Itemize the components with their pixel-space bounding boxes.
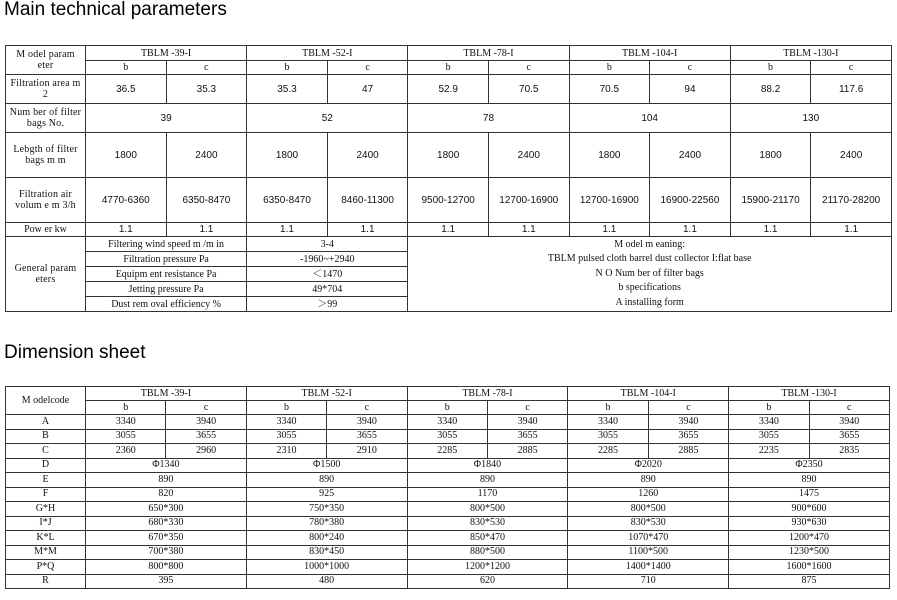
params-model-row (6, 46, 892, 61)
dimension-value: 2285 (407, 444, 487, 459)
filtration-area-value: 70.5 (569, 75, 650, 104)
dimension-value: 2235 (729, 444, 809, 459)
air-volume-value: 8460-11300 (327, 178, 408, 223)
dimension-value: 3940 (166, 415, 246, 430)
dimension-value: 1100*500 (568, 545, 729, 560)
dimension-value: 1200*1200 (407, 560, 568, 575)
bag-length-value: 1800 (247, 133, 328, 178)
dimension-value: 830*450 (246, 545, 407, 560)
general-param-value: -1960~+2940 (247, 252, 408, 267)
power-value: 1.1 (86, 223, 167, 237)
air-volume-value: 6350-8470 (166, 178, 247, 223)
dimension-value: 3655 (648, 429, 728, 444)
bag-length-value: 2400 (488, 133, 569, 178)
params-spec: b (247, 61, 328, 75)
dimension-value: 650*300 (86, 502, 247, 517)
dimension-value: 3655 (166, 429, 246, 444)
dimension-row (6, 502, 890, 517)
filtration-area-value: 88.2 (730, 75, 811, 104)
filtration-area-row (6, 75, 892, 104)
dimension-value: 3940 (648, 415, 728, 430)
dimension-value: 3055 (407, 429, 487, 444)
dimension-row (6, 429, 890, 444)
dim-spec: b (246, 401, 326, 415)
params-spec: b (730, 61, 811, 75)
params-spec: b (408, 61, 489, 75)
filtration-area-value: 35.3 (247, 75, 328, 104)
filter-bags-label: Num ber of filter bags No. (6, 104, 86, 133)
model-meaning-line: b specifications (618, 282, 681, 294)
dimension-row (6, 473, 890, 488)
dimension-value: 900*600 (729, 502, 890, 517)
dimension-value: 1000*1000 (246, 560, 407, 575)
dimension-code: A (6, 415, 86, 430)
air-volume-value: 12700-16900 (569, 178, 650, 223)
params-model-name: TBLM -130-I (730, 46, 891, 61)
dimension-value: 2360 (86, 444, 166, 459)
power-value: 1.1 (408, 223, 489, 237)
dimension-value: 3940 (487, 415, 567, 430)
power-row (6, 223, 892, 237)
dimension-value: 875 (729, 574, 890, 589)
dimension-value: 3055 (729, 429, 809, 444)
dimension-value: 850*470 (407, 531, 568, 546)
dimension-row (6, 415, 890, 430)
air-volume-value: 16900-22560 (650, 178, 731, 223)
dimension-value: 395 (86, 574, 247, 589)
params-spec: c (327, 61, 408, 75)
dim-spec: c (487, 401, 567, 415)
params-spec-row (6, 61, 892, 75)
dimension-value: 880*500 (407, 545, 568, 560)
dimension-value: 480 (246, 574, 407, 589)
dimension-value: 3340 (407, 415, 487, 430)
air-volume-value: 9500-12700 (408, 178, 489, 223)
filter-bags-value: 52 (247, 104, 408, 133)
dim-spec: b (86, 401, 166, 415)
dimension-row (6, 458, 890, 473)
power-value: 1.1 (488, 223, 569, 237)
dimension-value: 620 (407, 574, 568, 589)
technical-parameters-table (5, 45, 892, 312)
dimension-row (6, 444, 890, 459)
dimension-value: 1170 (407, 487, 568, 502)
bag-length-label: Lebgth of filter bags m m (6, 133, 86, 178)
dimension-value: Φ1340 (86, 458, 247, 473)
dim-model-name: TBLM -39-I (86, 387, 247, 401)
dimension-value: 3655 (809, 429, 889, 444)
dimension-code: D (6, 458, 86, 473)
dimension-value: Φ1500 (246, 458, 407, 473)
dim-spec: b (729, 401, 809, 415)
dim-model-name: TBLM -104-I (568, 387, 729, 401)
power-value: 1.1 (730, 223, 811, 237)
general-param-name: Filtration pressure Pa (86, 252, 247, 267)
dimension-value: 3655 (327, 429, 407, 444)
air-volume-value: 4770-6360 (86, 178, 167, 223)
dimension-value: 680*330 (86, 516, 247, 531)
dim-spec: b (407, 401, 487, 415)
params-spec: c (488, 61, 569, 75)
dimension-row (6, 516, 890, 531)
dimension-value: Φ1840 (407, 458, 568, 473)
dimension-value: 1600*1600 (729, 560, 890, 575)
dimension-code: B (6, 429, 86, 444)
dimension-code: M*M (6, 545, 86, 560)
general-param-value: ＜1470 (247, 267, 408, 282)
dimension-value: 3940 (327, 415, 407, 430)
dimension-value: 3655 (487, 429, 567, 444)
general-param-name: Filtering wind speed m /m in (86, 237, 247, 252)
bag-length-value: 2400 (650, 133, 731, 178)
general-param-value: 3-4 (247, 237, 408, 252)
general-param-name: Jetting pressure Pa (86, 282, 247, 297)
dimension-value: 930*630 (729, 516, 890, 531)
filtration-area-value: 36.5 (86, 75, 167, 104)
dim-spec-row (6, 401, 890, 415)
dimension-value: 3055 (86, 429, 166, 444)
dimension-code: P*Q (6, 560, 86, 575)
dimension-value: 890 (568, 473, 729, 488)
dimension-value: 3340 (568, 415, 648, 430)
dimension-value: 800*500 (407, 502, 568, 517)
params-model-label: M odel param eter (6, 46, 86, 75)
bag-length-value: 1800 (569, 133, 650, 178)
model-meaning-line: N O Num ber of filter bags (595, 267, 704, 279)
dimension-value: 890 (246, 473, 407, 488)
dimension-code: G*H (6, 502, 86, 517)
power-value: 1.1 (569, 223, 650, 237)
dim-model-name: TBLM -52-I (246, 387, 407, 401)
dimension-value: 670*350 (86, 531, 247, 546)
dimension-value: 1200*470 (729, 531, 890, 546)
dimension-row (6, 487, 890, 502)
dimension-value: 700*380 (86, 545, 247, 560)
dimension-value: 800*800 (86, 560, 247, 575)
filtration-area-value: 47 (327, 75, 408, 104)
params-model-name: TBLM -52-I (247, 46, 408, 61)
filter-bags-value: 104 (569, 104, 730, 133)
air-volume-value: 15900-21170 (730, 178, 811, 223)
model-meaning-line: M odel m eaning: (614, 238, 686, 250)
dimension-code: R (6, 574, 86, 589)
power-value: 1.1 (650, 223, 731, 237)
params-spec: b (86, 61, 167, 75)
dimension-sheet-heading: Dimension sheet (4, 342, 146, 363)
dimension-value: 830*530 (568, 516, 729, 531)
dimension-value: Φ2350 (729, 458, 890, 473)
general-params-label: General param eters (6, 237, 86, 312)
dim-spec: b (568, 401, 648, 415)
dimension-value: 1070*470 (568, 531, 729, 546)
general-param-name: Equipm ent resistance Pa (86, 267, 247, 282)
dim-spec: c (648, 401, 728, 415)
dimension-value: 3940 (809, 415, 889, 430)
params-model-name: TBLM -39-I (86, 46, 247, 61)
params-spec: c (166, 61, 247, 75)
filter-bags-value: 78 (408, 104, 569, 133)
params-model-name: TBLM -78-I (408, 46, 569, 61)
power-value: 1.1 (811, 223, 892, 237)
filtration-area-value: 94 (650, 75, 731, 104)
filter-bags-value: 130 (730, 104, 891, 133)
dimension-value: 1475 (729, 487, 890, 502)
dimension-value: 750*350 (246, 502, 407, 517)
dimension-value: 2960 (166, 444, 246, 459)
filtration-area-label: Filtration area m 2 (6, 75, 86, 104)
dimension-value: 820 (86, 487, 247, 502)
general-param-name: Dust rem oval efficiency % (86, 297, 247, 312)
bag-length-value: 1800 (730, 133, 811, 178)
bag-length-value: 1800 (408, 133, 489, 178)
power-value: 1.1 (247, 223, 328, 237)
dimension-value: 780*380 (246, 516, 407, 531)
dimension-sheet-table (5, 386, 890, 589)
air-volume-row (6, 178, 892, 223)
bag-length-value: 1800 (86, 133, 167, 178)
bag-length-value: 2400 (811, 133, 892, 178)
general-param-value: ＞99 (247, 297, 408, 312)
dimension-code: K*L (6, 531, 86, 546)
params-model-name: TBLM -104-I (569, 46, 730, 61)
dimension-value: 2885 (487, 444, 567, 459)
dimension-value: 3340 (729, 415, 809, 430)
dimension-value: 710 (568, 574, 729, 589)
dimension-value: 890 (407, 473, 568, 488)
dimension-value: 925 (246, 487, 407, 502)
power-value: 1.1 (327, 223, 408, 237)
dimension-code: C (6, 444, 86, 459)
dimension-value: 890 (729, 473, 890, 488)
air-volume-value: 21170-28200 (811, 178, 892, 223)
air-volume-value: 6350-8470 (247, 178, 328, 223)
power-label: Pow er kw (6, 223, 86, 237)
dim-spec: c (166, 401, 246, 415)
params-spec: c (650, 61, 731, 75)
dimension-value: 2835 (809, 444, 889, 459)
model-meaning-line: A installing form (615, 296, 684, 308)
dimension-value: 800*240 (246, 531, 407, 546)
dimension-value: Φ2020 (568, 458, 729, 473)
dimension-value: 3340 (86, 415, 166, 430)
bag-length-value: 2400 (327, 133, 408, 178)
dimension-value: 2285 (568, 444, 648, 459)
dimension-value: 3055 (568, 429, 648, 444)
main-technical-parameters-heading: Main technical parameters (4, 0, 227, 20)
dimension-value: 1230*500 (729, 545, 890, 560)
model-meaning-box (408, 237, 892, 312)
dimension-value: 800*500 (568, 502, 729, 517)
dimension-value: 2310 (246, 444, 326, 459)
dim-body (6, 415, 890, 589)
dimension-value: 2910 (327, 444, 407, 459)
filtration-area-value: 52.9 (408, 75, 489, 104)
air-volume-value: 12700-16900 (488, 178, 569, 223)
dim-spec: c (327, 401, 407, 415)
dimension-row (6, 574, 890, 589)
dim-model-label: M odelcode (6, 387, 86, 415)
bag-length-row (6, 133, 892, 178)
dim-model-name: TBLM -130-I (729, 387, 890, 401)
dimension-value: 1260 (568, 487, 729, 502)
dim-spec: c (809, 401, 889, 415)
dimension-code: E (6, 473, 86, 488)
dimension-row (6, 545, 890, 560)
params-spec: b (569, 61, 650, 75)
dimension-value: 2885 (648, 444, 728, 459)
dimension-row (6, 560, 890, 575)
filtration-area-value: 117.6 (811, 75, 892, 104)
dimension-value: 1400*1400 (568, 560, 729, 575)
air-volume-label: Filtration air volum e m 3/h (6, 178, 86, 223)
power-value: 1.1 (166, 223, 247, 237)
filtration-area-value: 70.5 (488, 75, 569, 104)
model-meaning-line: TBLM pulsed cloth barrel dust collector I:flat base (547, 253, 752, 265)
params-spec: c (811, 61, 892, 75)
dim-model-row (6, 387, 890, 401)
dimension-code: I*J (6, 516, 86, 531)
dimension-value: 3055 (246, 429, 326, 444)
general-param-row (6, 237, 892, 252)
dimension-row (6, 531, 890, 546)
filter-bags-value: 39 (86, 104, 247, 133)
general-param-value: 49*704 (247, 282, 408, 297)
dimension-value: 830*530 (407, 516, 568, 531)
filter-bags-row (6, 104, 892, 133)
bag-length-value: 2400 (166, 133, 247, 178)
dim-model-name: TBLM -78-I (407, 387, 568, 401)
filtration-area-value: 35.3 (166, 75, 247, 104)
dimension-code: F (6, 487, 86, 502)
dimension-value: 3340 (246, 415, 326, 430)
dimension-value: 890 (86, 473, 247, 488)
